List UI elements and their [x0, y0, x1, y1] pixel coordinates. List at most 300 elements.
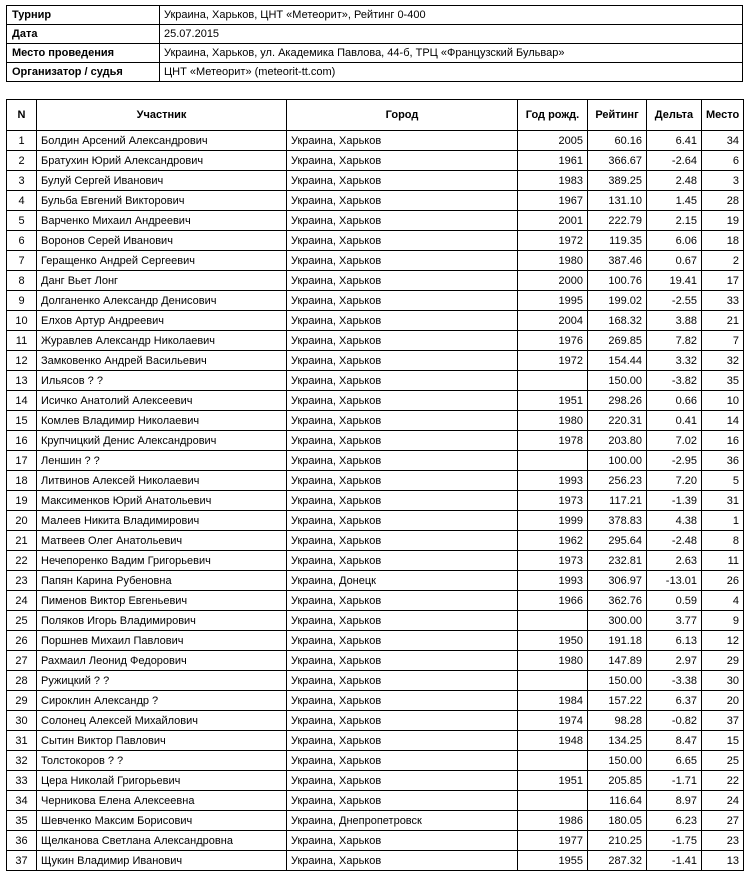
- cell-birth-year: 1976: [518, 331, 588, 351]
- table-row: [7, 611, 744, 631]
- cell-participant: Максименков Юрий Анатольевич: [37, 491, 287, 511]
- info-row: [7, 44, 743, 63]
- cell-delta: 4.38: [647, 511, 702, 531]
- cell-delta: 7.02: [647, 431, 702, 451]
- cell-participant: Шевченко Максим Борисович: [37, 811, 287, 831]
- cell-birth-year: 1961: [518, 151, 588, 171]
- cell-rating: 210.25: [588, 831, 647, 851]
- table-row: [7, 731, 744, 751]
- table-row: [7, 771, 744, 791]
- cell-city: Украина, Харьков: [287, 331, 518, 351]
- cell-city: Украина, Харьков: [287, 131, 518, 151]
- cell-n: 37: [7, 851, 37, 871]
- cell-n: 7: [7, 251, 37, 271]
- cell-n: 28: [7, 671, 37, 691]
- cell-n: 24: [7, 591, 37, 611]
- cell-city: Украина, Харьков: [287, 551, 518, 571]
- cell-delta: 6.41: [647, 131, 702, 151]
- cell-city: Украина, Харьков: [287, 751, 518, 771]
- table-row: [7, 851, 744, 871]
- cell-rating: 60.16: [588, 131, 647, 151]
- cell-rating: 306.97: [588, 571, 647, 591]
- table-row: [7, 811, 744, 831]
- cell-n: 4: [7, 191, 37, 211]
- cell-rating: 134.25: [588, 731, 647, 751]
- cell-place: 26: [702, 571, 744, 591]
- cell-rating: 150.00: [588, 671, 647, 691]
- cell-n: 17: [7, 451, 37, 471]
- cell-rating: 362.76: [588, 591, 647, 611]
- table-row: [7, 391, 744, 411]
- info-value: Украина, Харьков, ЦНТ «Метеорит», Рейтинг 0-400: [160, 6, 743, 25]
- cell-rating: 116.64: [588, 791, 647, 811]
- cell-n: 8: [7, 271, 37, 291]
- table-row: [7, 171, 744, 191]
- info-value: 25.07.2015: [160, 25, 743, 44]
- cell-city: Украина, Днепропетровск: [287, 811, 518, 831]
- cell-participant: Леншин ? ?: [37, 451, 287, 471]
- cell-delta: -2.55: [647, 291, 702, 311]
- cell-participant: Комлев Владимир Николаевич: [37, 411, 287, 431]
- info-label: Место проведения: [7, 44, 160, 63]
- cell-n: 19: [7, 491, 37, 511]
- cell-city: Украина, Харьков: [287, 411, 518, 431]
- cell-rating: 168.32: [588, 311, 647, 331]
- cell-n: 32: [7, 751, 37, 771]
- table-row: [7, 491, 744, 511]
- cell-participant: Черникова Елена Алексеевна: [37, 791, 287, 811]
- table-row: [7, 451, 744, 471]
- cell-delta: -2.48: [647, 531, 702, 551]
- table-row: [7, 351, 744, 371]
- table-row: [7, 651, 744, 671]
- cell-n: 12: [7, 351, 37, 371]
- cell-participant: Замковенко Андрей Васильевич: [37, 351, 287, 371]
- cell-birth-year: [518, 671, 588, 691]
- cell-birth-year: 1983: [518, 171, 588, 191]
- cell-n: 29: [7, 691, 37, 711]
- cell-city: Украина, Харьков: [287, 271, 518, 291]
- cell-rating: 100.76: [588, 271, 647, 291]
- cell-delta: -2.95: [647, 451, 702, 471]
- cell-delta: 7.20: [647, 471, 702, 491]
- cell-city: Украина, Харьков: [287, 851, 518, 871]
- info-value: ЦНТ «Метеорит» (meteorit-tt.com): [160, 63, 743, 82]
- cell-participant: Исичко Анатолий Алексеевич: [37, 391, 287, 411]
- cell-rating: 131.10: [588, 191, 647, 211]
- col-header-delta: Дельта: [647, 100, 702, 131]
- cell-delta: -1.39: [647, 491, 702, 511]
- cell-birth-year: 1974: [518, 711, 588, 731]
- cell-n: 26: [7, 631, 37, 651]
- cell-place: 35: [702, 371, 744, 391]
- cell-participant: Малеев Никита Владимирович: [37, 511, 287, 531]
- cell-participant: Солонец Алексей Михайлович: [37, 711, 287, 731]
- cell-birth-year: [518, 791, 588, 811]
- cell-participant: Рахмаил Леонид Федорович: [37, 651, 287, 671]
- info-label: Дата: [7, 25, 160, 44]
- cell-birth-year: 1973: [518, 551, 588, 571]
- cell-place: 13: [702, 851, 744, 871]
- cell-birth-year: 1986: [518, 811, 588, 831]
- cell-delta: -3.38: [647, 671, 702, 691]
- cell-rating: 154.44: [588, 351, 647, 371]
- cell-place: 29: [702, 651, 744, 671]
- cell-delta: 19.41: [647, 271, 702, 291]
- cell-n: 34: [7, 791, 37, 811]
- cell-place: 24: [702, 791, 744, 811]
- cell-place: 31: [702, 491, 744, 511]
- info-label: Турнир: [7, 6, 160, 25]
- col-header-birth-year: Год рожд.: [518, 100, 588, 131]
- cell-rating: 150.00: [588, 371, 647, 391]
- cell-place: 2: [702, 251, 744, 271]
- cell-n: 21: [7, 531, 37, 551]
- cell-place: 5: [702, 471, 744, 491]
- table-row: [7, 311, 744, 331]
- cell-birth-year: 2004: [518, 311, 588, 331]
- cell-n: 20: [7, 511, 37, 531]
- cell-rating: 387.46: [588, 251, 647, 271]
- cell-city: Украина, Донецк: [287, 571, 518, 591]
- cell-participant: Братухин Юрий Александрович: [37, 151, 287, 171]
- cell-place: 1: [702, 511, 744, 531]
- cell-rating: 220.31: [588, 411, 647, 431]
- table-row: [7, 251, 744, 271]
- cell-birth-year: [518, 611, 588, 631]
- info-row: [7, 25, 743, 44]
- cell-birth-year: [518, 371, 588, 391]
- table-row: [7, 511, 744, 531]
- cell-birth-year: 1993: [518, 571, 588, 591]
- cell-rating: 147.89: [588, 651, 647, 671]
- cell-n: 15: [7, 411, 37, 431]
- cell-place: 15: [702, 731, 744, 751]
- cell-n: 9: [7, 291, 37, 311]
- cell-city: Украина, Харьков: [287, 711, 518, 731]
- cell-n: 33: [7, 771, 37, 791]
- cell-birth-year: 1972: [518, 231, 588, 251]
- cell-place: 36: [702, 451, 744, 471]
- cell-city: Украина, Харьков: [287, 491, 518, 511]
- cell-delta: -1.75: [647, 831, 702, 851]
- cell-city: Украина, Харьков: [287, 371, 518, 391]
- cell-place: 34: [702, 131, 744, 151]
- cell-delta: 7.82: [647, 331, 702, 351]
- cell-city: Украина, Харьков: [287, 351, 518, 371]
- cell-delta: 3.32: [647, 351, 702, 371]
- cell-city: Украина, Харьков: [287, 831, 518, 851]
- cell-rating: 389.25: [588, 171, 647, 191]
- col-header-rating: Рейтинг: [588, 100, 647, 131]
- cell-n: 14: [7, 391, 37, 411]
- cell-delta: -0.82: [647, 711, 702, 731]
- cell-birth-year: [518, 451, 588, 471]
- table-row: [7, 831, 744, 851]
- cell-rating: 222.79: [588, 211, 647, 231]
- cell-birth-year: 2005: [518, 131, 588, 151]
- cell-delta: 8.97: [647, 791, 702, 811]
- cell-place: 37: [702, 711, 744, 731]
- cell-city: Украина, Харьков: [287, 591, 518, 611]
- cell-delta: 6.37: [647, 691, 702, 711]
- cell-participant: Пименов Виктор Евгеньевич: [37, 591, 287, 611]
- cell-city: Украина, Харьков: [287, 511, 518, 531]
- cell-delta: 2.15: [647, 211, 702, 231]
- cell-birth-year: 1951: [518, 771, 588, 791]
- cell-rating: 298.26: [588, 391, 647, 411]
- cell-place: 9: [702, 611, 744, 631]
- cell-participant: Матвеев Олег Анатольевич: [37, 531, 287, 551]
- cell-rating: 256.23: [588, 471, 647, 491]
- table-row: [7, 571, 744, 591]
- cell-city: Украина, Харьков: [287, 151, 518, 171]
- info-row: [7, 63, 743, 82]
- cell-participant: Нечепоренко Вадим Григорьевич: [37, 551, 287, 571]
- cell-city: Украина, Харьков: [287, 471, 518, 491]
- cell-place: 20: [702, 691, 744, 711]
- cell-rating: 180.05: [588, 811, 647, 831]
- cell-birth-year: 1995: [518, 291, 588, 311]
- cell-n: 27: [7, 651, 37, 671]
- cell-city: Украина, Харьков: [287, 731, 518, 751]
- cell-city: Украина, Харьков: [287, 431, 518, 451]
- cell-delta: 6.13: [647, 631, 702, 651]
- cell-n: 16: [7, 431, 37, 451]
- cell-city: Украина, Харьков: [287, 291, 518, 311]
- cell-city: Украина, Харьков: [287, 171, 518, 191]
- table-row: [7, 711, 744, 731]
- cell-place: 4: [702, 591, 744, 611]
- cell-place: 12: [702, 631, 744, 651]
- cell-place: 14: [702, 411, 744, 431]
- cell-participant: Данг Вьет Лонг: [37, 271, 287, 291]
- cell-participant: Крупчицкий Денис Александрович: [37, 431, 287, 451]
- cell-city: Украина, Харьков: [287, 531, 518, 551]
- cell-rating: 205.85: [588, 771, 647, 791]
- cell-rating: 119.35: [588, 231, 647, 251]
- cell-rating: 150.00: [588, 751, 647, 771]
- cell-delta: 0.66: [647, 391, 702, 411]
- cell-place: 6: [702, 151, 744, 171]
- cell-participant: Сытин Виктор Павлович: [37, 731, 287, 751]
- table-row: [7, 551, 744, 571]
- cell-participant: Воронов Серей Иванович: [37, 231, 287, 251]
- cell-place: 7: [702, 331, 744, 351]
- cell-delta: -1.41: [647, 851, 702, 871]
- cell-place: 10: [702, 391, 744, 411]
- cell-birth-year: 1977: [518, 831, 588, 851]
- cell-n: 23: [7, 571, 37, 591]
- cell-place: 11: [702, 551, 744, 571]
- cell-delta: -13.01: [647, 571, 702, 591]
- cell-delta: 0.67: [647, 251, 702, 271]
- cell-participant: Ружицкий ? ?: [37, 671, 287, 691]
- cell-delta: 0.59: [647, 591, 702, 611]
- cell-n: 18: [7, 471, 37, 491]
- cell-participant: Поляков Игорь Владимирович: [37, 611, 287, 631]
- cell-birth-year: 1973: [518, 491, 588, 511]
- cell-rating: 300.00: [588, 611, 647, 631]
- tournament-info-table: [6, 5, 743, 82]
- cell-participant: Толстокоров ? ?: [37, 751, 287, 771]
- table-row: [7, 671, 744, 691]
- table-row: [7, 691, 744, 711]
- cell-city: Украина, Харьков: [287, 631, 518, 651]
- cell-city: Украина, Харьков: [287, 651, 518, 671]
- cell-city: Украина, Харьков: [287, 771, 518, 791]
- cell-delta: -2.64: [647, 151, 702, 171]
- cell-place: 17: [702, 271, 744, 291]
- cell-n: 5: [7, 211, 37, 231]
- cell-participant: Сироклин Александр ?: [37, 691, 287, 711]
- cell-rating: 191.18: [588, 631, 647, 651]
- cell-birth-year: 1978: [518, 431, 588, 451]
- cell-delta: 3.77: [647, 611, 702, 631]
- cell-participant: Булуй Сергей Иванович: [37, 171, 287, 191]
- cell-city: Украина, Харьков: [287, 191, 518, 211]
- cell-rating: 117.21: [588, 491, 647, 511]
- cell-n: 25: [7, 611, 37, 631]
- cell-rating: 199.02: [588, 291, 647, 311]
- cell-participant: Елхов Артур Андреевич: [37, 311, 287, 331]
- cell-city: Украина, Харьков: [287, 611, 518, 631]
- cell-city: Украина, Харьков: [287, 691, 518, 711]
- col-header-participant: Участник: [37, 100, 287, 131]
- table-row: [7, 751, 744, 771]
- cell-n: 3: [7, 171, 37, 191]
- cell-birth-year: 2001: [518, 211, 588, 231]
- cell-n: 11: [7, 331, 37, 351]
- cell-city: Украина, Харьков: [287, 311, 518, 331]
- cell-participant: Журавлев Александр Николаевич: [37, 331, 287, 351]
- cell-rating: 157.22: [588, 691, 647, 711]
- cell-participant: Бульба Евгений Викторович: [37, 191, 287, 211]
- cell-place: 3: [702, 171, 744, 191]
- cell-city: Украина, Харьков: [287, 391, 518, 411]
- cell-n: 10: [7, 311, 37, 331]
- cell-rating: 100.00: [588, 451, 647, 471]
- cell-participant: Литвинов Алексей Николаевич: [37, 471, 287, 491]
- cell-birth-year: 1950: [518, 631, 588, 651]
- col-header-place: Место: [702, 100, 744, 131]
- cell-participant: Долганенко Александр Денисович: [37, 291, 287, 311]
- table-row: [7, 191, 744, 211]
- cell-city: Украина, Харьков: [287, 451, 518, 471]
- cell-n: 36: [7, 831, 37, 851]
- cell-delta: 6.23: [647, 811, 702, 831]
- cell-place: 16: [702, 431, 744, 451]
- cell-n: 30: [7, 711, 37, 731]
- col-header-n: N: [7, 100, 37, 131]
- cell-birth-year: 1980: [518, 411, 588, 431]
- cell-n: 2: [7, 151, 37, 171]
- cell-participant: Варченко Михаил Андреевич: [37, 211, 287, 231]
- cell-n: 1: [7, 131, 37, 151]
- cell-delta: 6.06: [647, 231, 702, 251]
- cell-delta: -3.82: [647, 371, 702, 391]
- cell-place: 30: [702, 671, 744, 691]
- cell-birth-year: 1955: [518, 851, 588, 871]
- results-header-row: [7, 100, 744, 131]
- table-row: [7, 411, 744, 431]
- col-header-city: Город: [287, 100, 518, 131]
- cell-n: 6: [7, 231, 37, 251]
- cell-delta: 2.63: [647, 551, 702, 571]
- cell-birth-year: 1993: [518, 471, 588, 491]
- cell-birth-year: 1951: [518, 391, 588, 411]
- cell-city: Украина, Харьков: [287, 251, 518, 271]
- cell-participant: Щукин Владимир Иванович: [37, 851, 287, 871]
- cell-participant: Геращенко Андрей Сергеевич: [37, 251, 287, 271]
- cell-birth-year: 1967: [518, 191, 588, 211]
- info-value: Украина, Харьков, ул. Академика Павлова, 44-б, ТРЦ «Французский Бульвар»: [160, 44, 743, 63]
- cell-delta: 3.88: [647, 311, 702, 331]
- cell-birth-year: 1962: [518, 531, 588, 551]
- cell-place: 27: [702, 811, 744, 831]
- cell-rating: 287.32: [588, 851, 647, 871]
- cell-n: 22: [7, 551, 37, 571]
- table-row: [7, 791, 744, 811]
- cell-participant: Цера Николай Григорьевич: [37, 771, 287, 791]
- cell-place: 28: [702, 191, 744, 211]
- cell-delta: 2.97: [647, 651, 702, 671]
- cell-place: 33: [702, 291, 744, 311]
- cell-birth-year: 1966: [518, 591, 588, 611]
- cell-city: Украина, Харьков: [287, 791, 518, 811]
- table-row: [7, 151, 744, 171]
- cell-birth-year: 1972: [518, 351, 588, 371]
- table-row: [7, 631, 744, 651]
- table-row: [7, 331, 744, 351]
- table-row: [7, 591, 744, 611]
- cell-participant: Поршнев Михаил Павлович: [37, 631, 287, 651]
- table-row: [7, 211, 744, 231]
- cell-rating: 98.28: [588, 711, 647, 731]
- cell-place: 18: [702, 231, 744, 251]
- cell-rating: 269.85: [588, 331, 647, 351]
- cell-participant: Щелканова Светлана Александровна: [37, 831, 287, 851]
- cell-delta: 0.41: [647, 411, 702, 431]
- cell-n: 13: [7, 371, 37, 391]
- cell-participant: Болдин Арсений Александрович: [37, 131, 287, 151]
- cell-place: 22: [702, 771, 744, 791]
- table-row: [7, 131, 744, 151]
- cell-birth-year: 1948: [518, 731, 588, 751]
- cell-rating: 378.83: [588, 511, 647, 531]
- cell-rating: 295.64: [588, 531, 647, 551]
- table-row: [7, 271, 744, 291]
- table-row: [7, 371, 744, 391]
- cell-birth-year: 1980: [518, 651, 588, 671]
- cell-birth-year: 2000: [518, 271, 588, 291]
- cell-city: Украина, Харьков: [287, 671, 518, 691]
- cell-rating: 366.67: [588, 151, 647, 171]
- table-row: [7, 231, 744, 251]
- table-row: [7, 531, 744, 551]
- info-row: [7, 6, 743, 25]
- cell-birth-year: 1980: [518, 251, 588, 271]
- cell-rating: 203.80: [588, 431, 647, 451]
- cell-place: 32: [702, 351, 744, 371]
- cell-place: 8: [702, 531, 744, 551]
- results-table: [6, 99, 744, 871]
- table-row: [7, 471, 744, 491]
- table-row: [7, 431, 744, 451]
- cell-place: 19: [702, 211, 744, 231]
- cell-participant: Папян Карина Рубеновна: [37, 571, 287, 591]
- cell-place: 21: [702, 311, 744, 331]
